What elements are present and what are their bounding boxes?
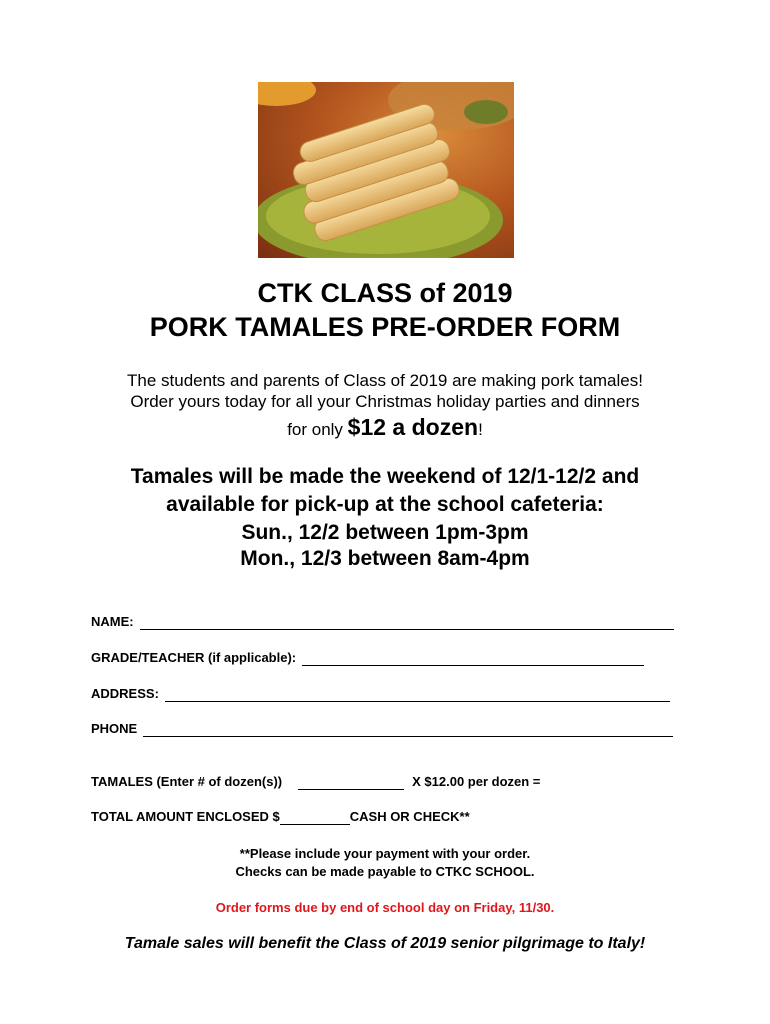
address-row <box>91 686 670 702</box>
grade-label: GRADE/TEACHER (if applicable): <box>91 650 297 665</box>
pickup-line-4: Mon., 12/3 between 8am-4pm <box>240 547 530 570</box>
pickup-line-1: Tamales will be made the weekend of 12/1-12/2 and <box>130 465 640 488</box>
name-row <box>91 614 674 630</box>
due-date-notice: Order forms due by end of school day on Friday, 11/30. <box>215 900 555 915</box>
intro-line-1: The students and parents of Class of 2019 are making pork tamales! <box>127 371 643 390</box>
tamales-photo <box>258 82 514 258</box>
grade-row <box>91 650 644 666</box>
tamales-multiplier: X $12.00 per dozen = <box>412 774 541 789</box>
page-title-line-2: PORK TAMALES PRE-ORDER FORM <box>149 312 621 342</box>
price-highlight: $12 a dozen <box>347 414 479 440</box>
phone-row <box>91 721 673 737</box>
price-suffix: ! <box>478 420 483 439</box>
tamales-label: TAMALES (Enter # of dozen(s)) <box>91 774 283 789</box>
benefit-statement: Tamale sales will benefit the Class of 2019 senior pilgrimage to Italy! <box>124 935 646 952</box>
intro-line-2: Order yours today for all your Christmas holiday parties and dinners <box>130 392 640 411</box>
price-prefix: for only <box>287 420 348 439</box>
page-title-line-1: CTK CLASS of 2019 <box>257 278 513 308</box>
tamales-dozens-field[interactable] <box>298 775 404 790</box>
pickup-line-2: available for pick-up at the school cafeteria: <box>166 493 604 516</box>
address-label: ADDRESS: <box>91 686 159 701</box>
grade-field[interactable] <box>302 651 644 666</box>
total-amount-field[interactable] <box>280 810 350 825</box>
tamales-illustration <box>258 82 514 258</box>
phone-label: PHONE <box>91 721 138 736</box>
phone-field[interactable] <box>143 722 673 737</box>
name-label: NAME: <box>91 614 134 629</box>
price-line <box>0 412 770 445</box>
payment-note-line-1: **Please include your payment with your order. <box>239 846 531 861</box>
payment-note-line-2: Checks can be made payable to CTKC SCHOOL. <box>235 864 535 879</box>
tamales-row <box>91 774 540 790</box>
address-field[interactable] <box>165 687 670 702</box>
total-row <box>91 809 470 825</box>
name-field[interactable] <box>140 615 674 630</box>
pickup-line-3: Sun., 12/2 between 1pm-3pm <box>241 521 529 544</box>
total-suffix: CASH OR CHECK** <box>349 809 470 824</box>
total-label: TOTAL AMOUNT ENCLOSED $ <box>91 809 280 824</box>
